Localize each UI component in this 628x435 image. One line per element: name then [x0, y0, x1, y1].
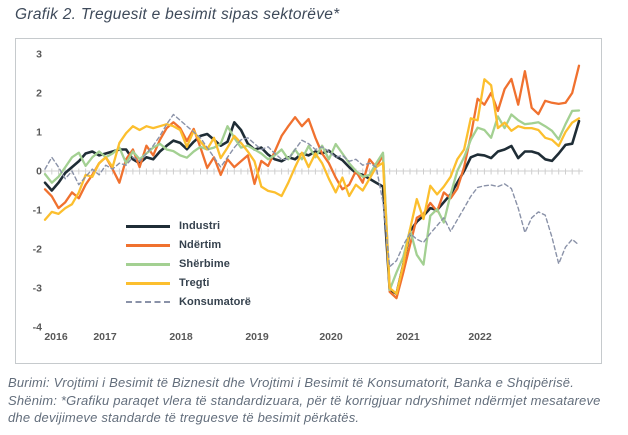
- x-axis-label: 2016: [44, 331, 68, 343]
- y-axis-label: -2: [32, 243, 42, 256]
- legend-line-sample: [126, 225, 170, 228]
- legend-line-sample: [126, 263, 170, 266]
- legend-item: [126, 277, 251, 289]
- x-axis-label: 2020: [319, 331, 343, 343]
- footnote-source-line: Burimi: Vrojtimi i Besimit të Biznesit dhe Vrojtimi i Besimit të Konsumatorit, Banka e Shqipërisë.: [8, 375, 575, 390]
- y-axis-label: -3: [32, 282, 42, 295]
- chart-area: [15, 38, 602, 364]
- chart-legend: [126, 220, 251, 308]
- legend-line-sample: [126, 301, 170, 303]
- y-axis-label: -1: [32, 204, 42, 217]
- legend-item: [126, 296, 251, 308]
- legend-label: Shërbime: [179, 258, 230, 270]
- x-axis-label: 2021: [396, 331, 420, 343]
- legend-label: Ndërtim: [179, 239, 222, 251]
- x-axis-label: 2019: [245, 331, 269, 343]
- y-axis-label: 3: [36, 48, 42, 61]
- x-axis-label: 2017: [93, 331, 117, 343]
- legend-label: Industri: [179, 220, 221, 232]
- legend-label: Tregti: [179, 277, 210, 289]
- y-axis-label: -4: [32, 321, 42, 334]
- legend-item: [126, 239, 251, 251]
- y-axis-label: 2: [36, 87, 42, 100]
- chart-footnote: [8, 374, 601, 427]
- legend-item: [126, 258, 251, 270]
- footnote-note-line-2: dhe devijimeve standarde të treguesve të besimit përkatës.: [8, 410, 360, 425]
- chart-title: Grafik 2. Treguesit e besimit sipas sektorëve*: [15, 6, 340, 23]
- legend-label: Konsumatorë: [179, 296, 251, 308]
- footnote-note-line-1: Shënim: *Grafiku paraqet vlera të standardizuara, për të korrigjuar ndryshimet ndërmjet mesatareve: [8, 392, 601, 408]
- x-axis-label: 2018: [169, 331, 193, 343]
- x-axis-label: 2022: [468, 331, 492, 343]
- legend-line-sample: [126, 244, 170, 247]
- legend-item: [126, 220, 251, 232]
- y-axis-label: 0: [36, 165, 42, 178]
- legend-line-sample: [126, 282, 170, 285]
- y-axis-label: 1: [36, 126, 42, 139]
- chart-svg: [16, 39, 601, 363]
